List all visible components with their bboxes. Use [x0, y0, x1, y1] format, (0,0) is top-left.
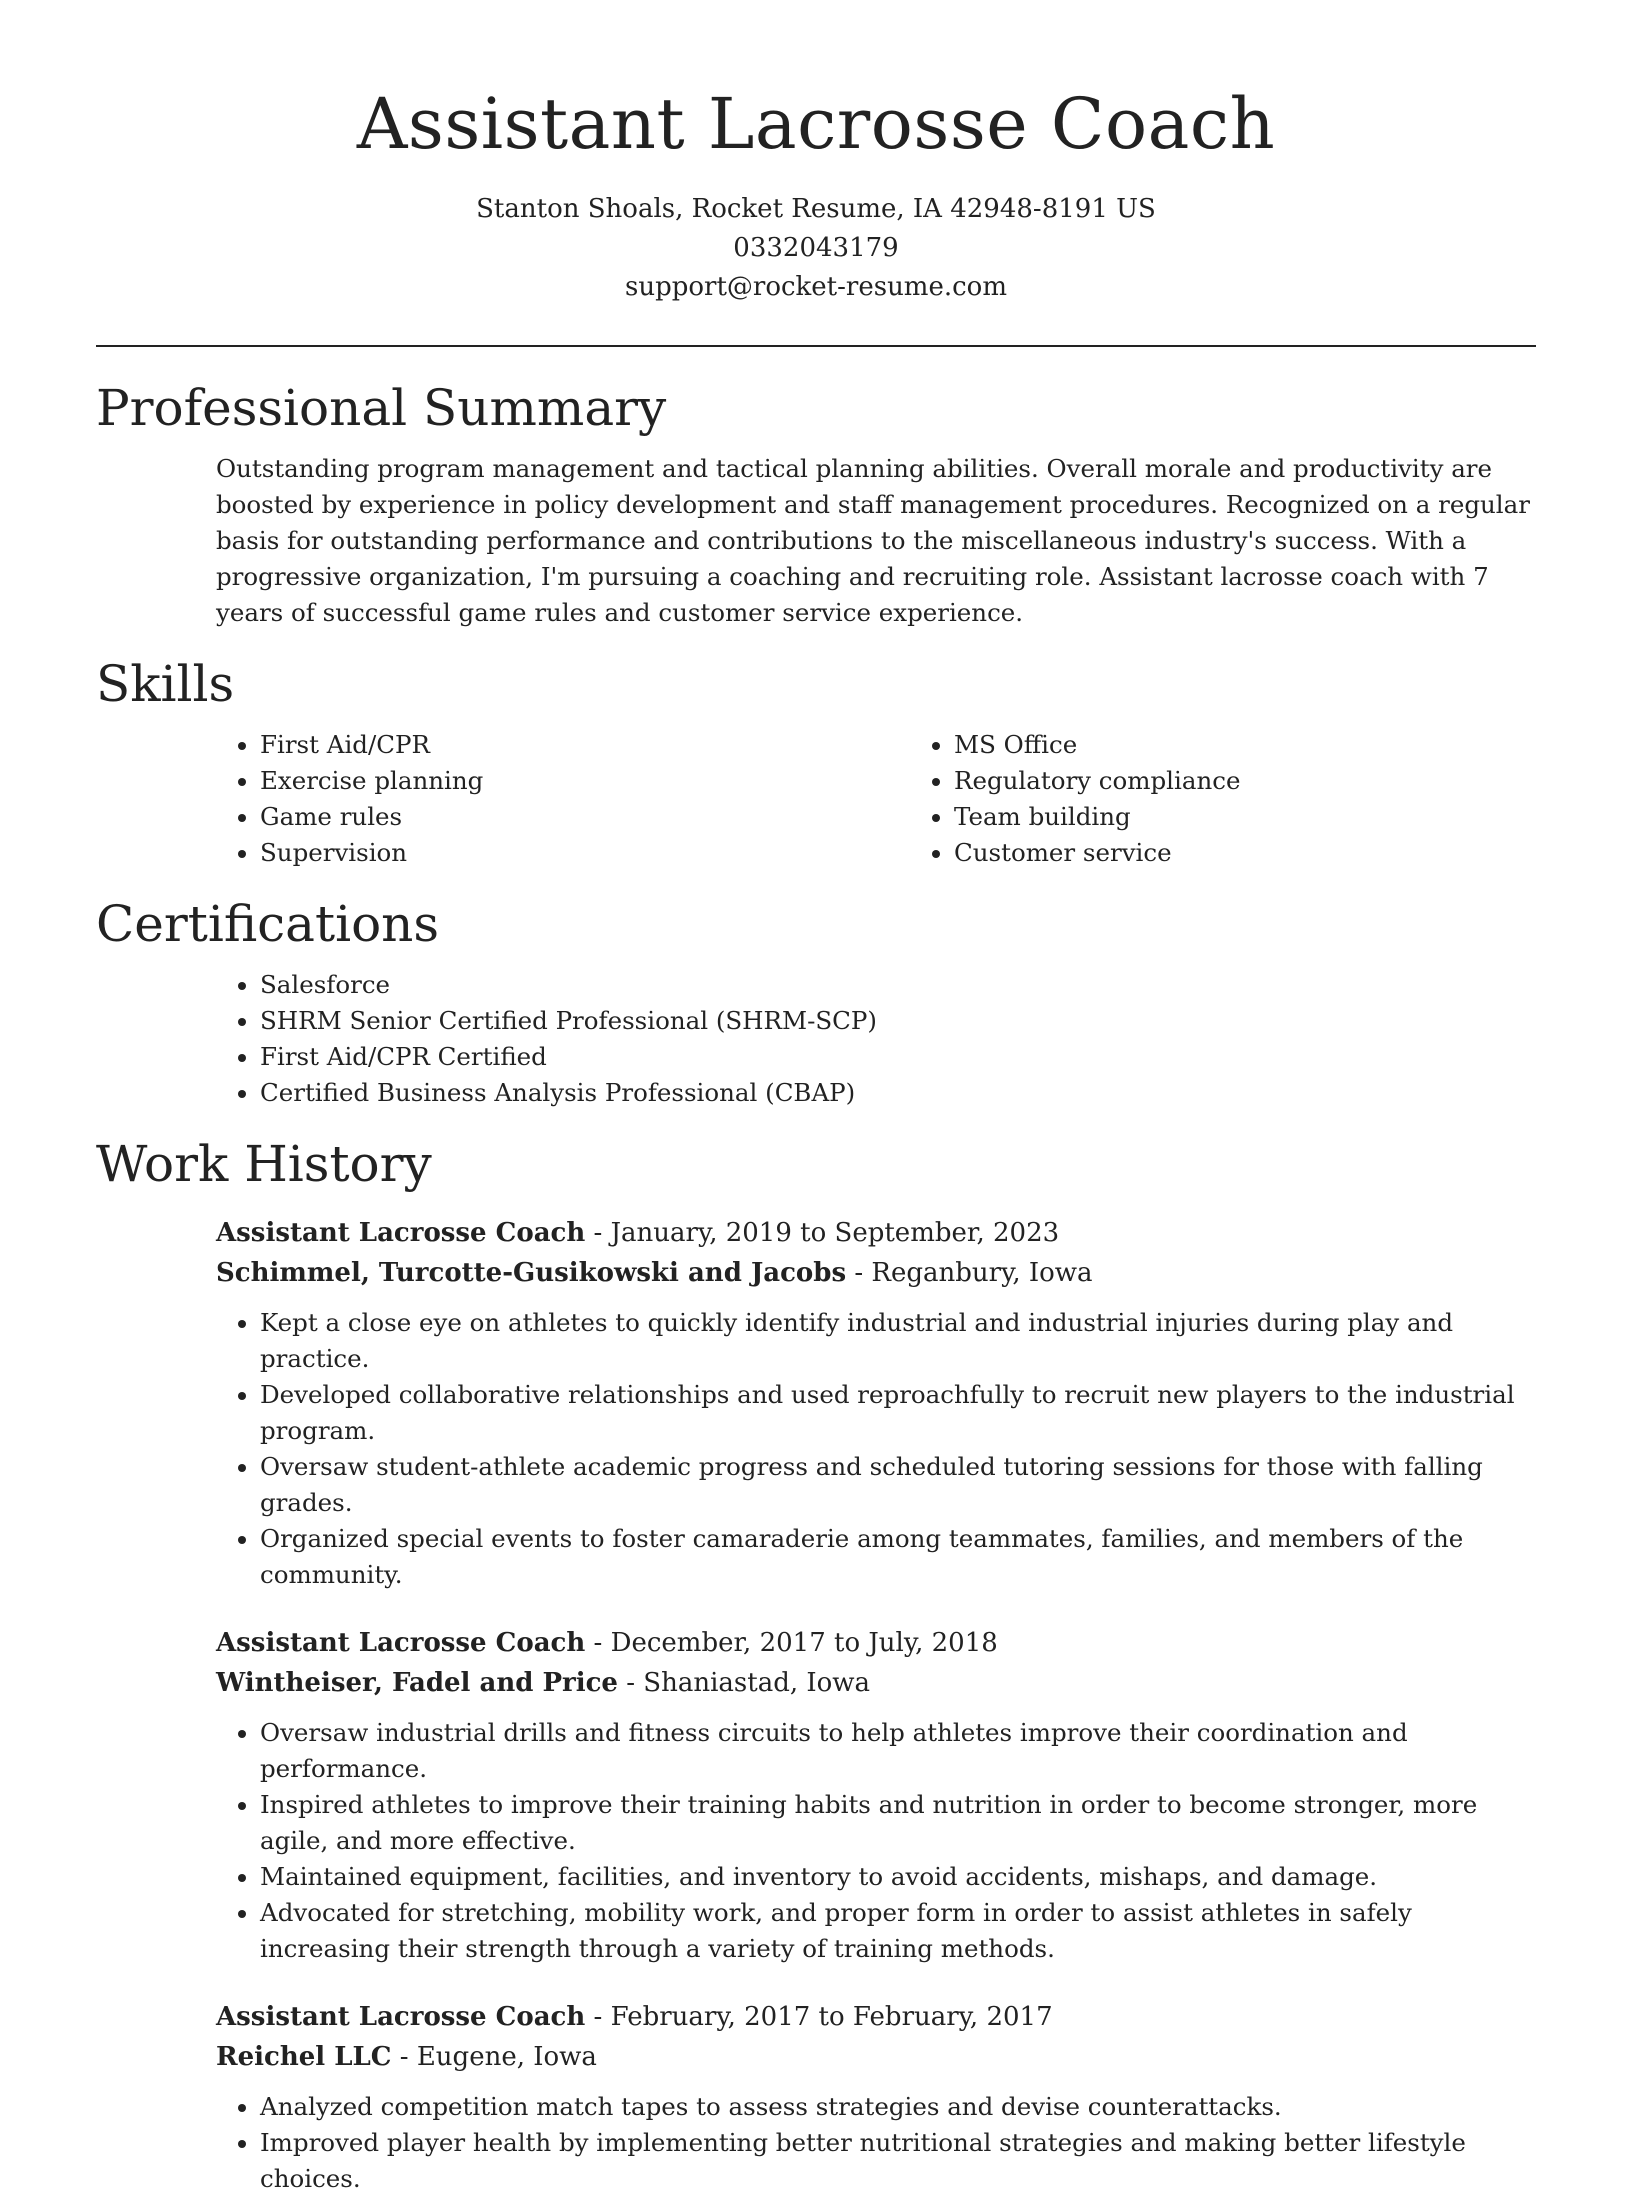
- job-role: Assistant Lacrosse Coach: [216, 2002, 586, 2032]
- job-dates: January, 2019 to September, 2023: [610, 1218, 1060, 1248]
- job-bullet: • Organized special events to foster camaraderie among teammates, families, and members of the community.: [260, 1521, 1536, 1593]
- skill-item: • MS Office: [954, 727, 1604, 763]
- job-dates: February, 2017 to February, 2017: [610, 2002, 1053, 2032]
- candidate-name: Assistant Lacrosse Coach: [356, 83, 1276, 165]
- summary-body: [216, 451, 1536, 631]
- job-entry: [216, 1623, 1536, 1967]
- job-company-line: Wintheiser, Fadel and Price - Shaniastad, Iowa: [216, 1668, 871, 1698]
- work-history-body: [216, 1213, 1536, 2197]
- skill-item: • Exercise planning: [260, 763, 910, 799]
- job-entry: [216, 1213, 1536, 1593]
- job-company-line: Schimmel, Turcotte-Gusikowski and Jacobs - Reganbury, Iowa: [216, 1258, 1093, 1288]
- job-bullets: [216, 2089, 1536, 2197]
- skill-item: • First Aid/CPR: [260, 727, 910, 763]
- job-bullet: • Maintained equipment, facilities, and inventory to avoid accidents, mishaps, and damage.: [260, 1859, 1536, 1895]
- certifications-heading: Certifications: [96, 895, 440, 953]
- summary-section: [96, 377, 1536, 631]
- skills-heading: Skills: [96, 655, 235, 713]
- certifications-body: [216, 967, 1536, 1111]
- work-history-heading: Work History: [96, 1135, 432, 1193]
- contact-phone: 0332043179: [733, 233, 899, 263]
- skill-item: • Game rules: [260, 799, 910, 835]
- certification-item: • SHRM Senior Certified Professional (SHRM-SCP): [260, 1003, 1536, 1039]
- certification-item: • Certified Business Analysis Professional (CBAP): [260, 1075, 1536, 1111]
- certification-item: • Salesforce: [260, 967, 1536, 1003]
- job-location: Eugene, Iowa: [416, 2042, 597, 2072]
- job-bullet: • Oversaw student-athlete academic progress and scheduled tutoring sessions for those with falling grades.: [260, 1449, 1536, 1521]
- contact-address: Stanton Shoals, Rocket Resume, IA 42948-8191 US: [476, 194, 1156, 224]
- job-role: Assistant Lacrosse Coach: [216, 1218, 586, 1248]
- skills-list-left: [216, 727, 910, 871]
- contact-email: support@rocket-resume.com: [624, 272, 1007, 302]
- header-divider: [96, 345, 1536, 347]
- resume-page: [96, 0, 1536, 2197]
- job-title-line: Assistant Lacrosse Coach - December, 2017 to July, 2018: [216, 1628, 998, 1658]
- job-title-line: Assistant Lacrosse Coach - January, 2019 to September, 2023: [216, 1218, 1060, 1248]
- job-bullet: • Analyzed competition match tapes to assess strategies and devise counterattacks.: [260, 2089, 1536, 2125]
- job-company: Schimmel, Turcotte-Gusikowski and Jacobs: [216, 1258, 847, 1288]
- job-company: Wintheiser, Fadel and Price: [216, 1668, 618, 1698]
- job-role: Assistant Lacrosse Coach: [216, 1628, 586, 1658]
- job-bullet: • Inspired athletes to improve their training habits and nutrition in order to become stronger, more agile, and more effective.: [260, 1787, 1536, 1859]
- job-bullet: • Advocated for stretching, mobility work, and proper form in order to assist athletes in safely increasing their strength through a variety of training methods.: [260, 1895, 1536, 1967]
- job-bullets: [216, 1305, 1536, 1593]
- summary-text: Outstanding program management and tactical planning abilities. Overall morale and productivity are boosted by experience in policy development and staff management procedures. Recognized on a regular basis for outstanding performance and contributions to the miscellaneous industry's success. With a progressive organization, I'm pursuing a coaching and recruiting role. Assistant lacrosse coach with 7 years of successful game rules and customer service experience.: [216, 454, 1530, 627]
- job-location: Reganbury, Iowa: [871, 1258, 1093, 1288]
- job-company: Reichel LLC: [216, 2042, 392, 2072]
- summary-heading: Professional Summary: [96, 379, 667, 437]
- skills-section: [96, 653, 1536, 871]
- job-entry: [216, 1997, 1536, 2197]
- skill-item: • Supervision: [260, 835, 910, 871]
- job-bullet: • Oversaw industrial drills and fitness circuits to help athletes improve their coordination and performance.: [260, 1715, 1536, 1787]
- skill-item: • Team building: [954, 799, 1604, 835]
- skill-item: • Customer service: [954, 835, 1604, 871]
- job-bullet: • Developed collaborative relationships and used reproachfully to recruit new players to the industrial program.: [260, 1377, 1536, 1449]
- resume-header: [96, 0, 1536, 307]
- certifications-section: [96, 893, 1536, 1111]
- skill-item: • Regulatory compliance: [954, 763, 1604, 799]
- job-bullet: • Kept a close eye on athletes to quickly identify industrial and industrial injuries during play and practice.: [260, 1305, 1536, 1377]
- skills-list-right: [910, 727, 1604, 871]
- job-location: Shaniastad, Iowa: [643, 1668, 871, 1698]
- job-bullet: • Improved player health by implementing better nutritional strategies and making better lifestyle choices.: [260, 2125, 1536, 2197]
- work-history-section: [96, 1133, 1536, 2197]
- job-bullets: [216, 1715, 1536, 1967]
- certifications-list: [216, 967, 1536, 1111]
- skills-grid: [216, 727, 1536, 871]
- certification-item: • First Aid/CPR Certified: [260, 1039, 1536, 1075]
- job-company-line: Reichel LLC - Eugene, Iowa: [216, 2042, 597, 2072]
- contact-block: [96, 190, 1536, 307]
- job-dates: December, 2017 to July, 2018: [610, 1628, 998, 1658]
- job-title-line: Assistant Lacrosse Coach - February, 2017 to February, 2017: [216, 2002, 1053, 2032]
